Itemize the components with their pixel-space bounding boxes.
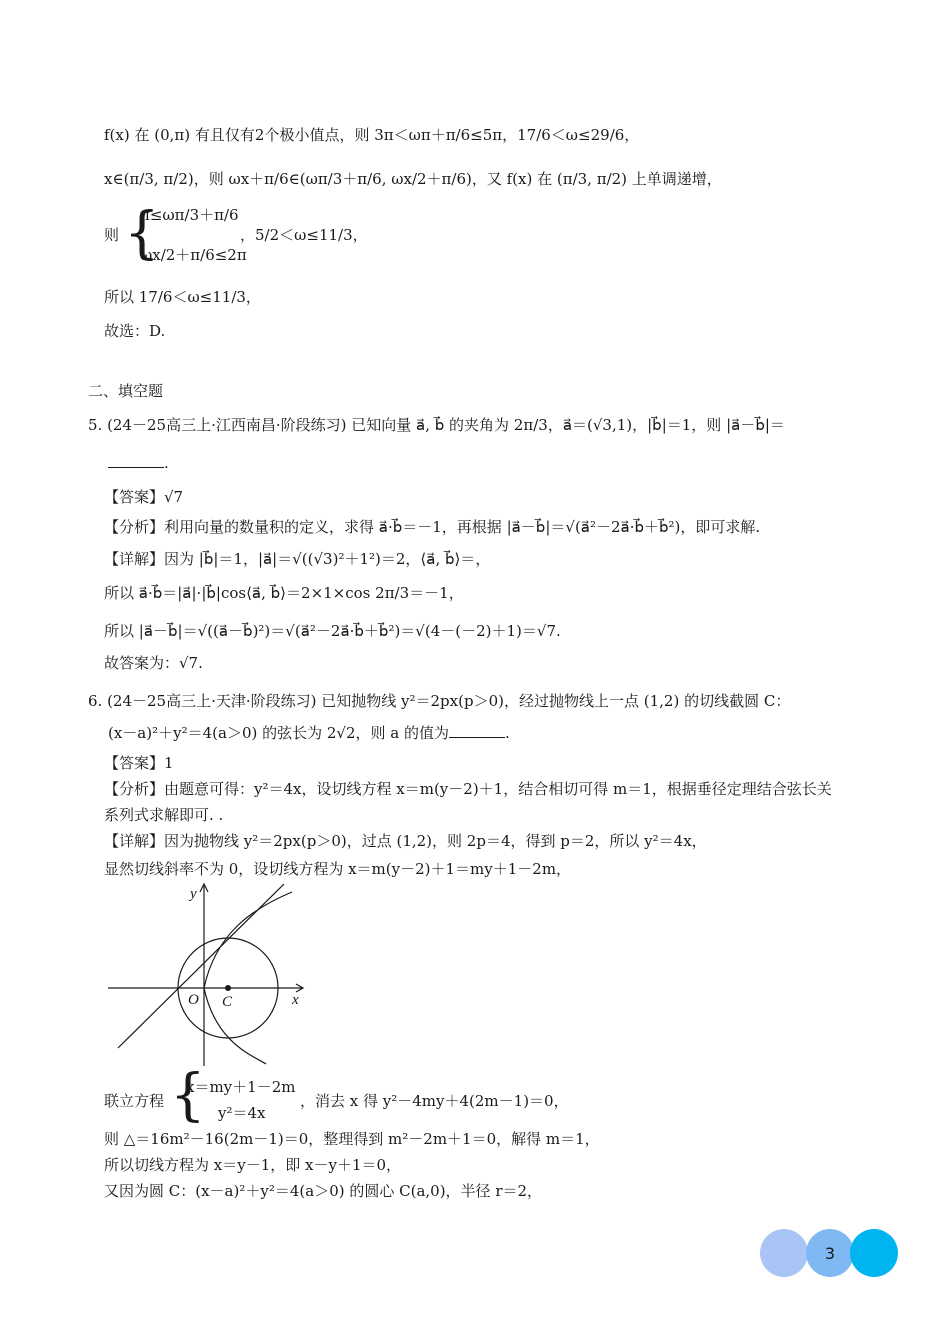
q6-analysis-line-2: 系列式求解即可. .: [104, 806, 224, 824]
q6-system-result: ，消去 x 得 y²－4my＋4(2m－1)＝0，: [300, 1092, 569, 1110]
q5-answer: 【答案】√7: [104, 488, 184, 506]
prev-solution-case-result: ，5/2＜ω≤11/3，: [240, 226, 368, 244]
q6-stem-line-2: [108, 722, 510, 744]
section-title: 二、填空题: [88, 382, 164, 400]
x-axis-label: x: [292, 992, 299, 1008]
q5-detail-line-2: 所以 a⃗·b⃗＝|a⃗|·|b⃗|cos⟨a⃗, b⃗⟩＝2×1×cos 2π/3＝－1，: [104, 584, 464, 602]
q6-figure: [104, 880, 314, 1070]
q6-system-label: 联立方程: [104, 1092, 165, 1110]
prev-solution-line-4: 所以 17/6＜ω≤11/3，: [104, 288, 261, 306]
prev-solution-case-1: π≤ωπ/3＋π/6: [140, 206, 239, 224]
q6-stem-line-1: 6. (24－25高三上·天津·阶段练习) 已知抛物线 y²＝2px(p＞0)，经过抛物线上一点 (1,2) 的切线截圆 C：: [88, 692, 791, 710]
q5-stem-tail: .: [164, 454, 169, 472]
system-brace: {: [170, 1063, 206, 1128]
q6-stem-tail: .: [505, 724, 510, 742]
center-label: C: [222, 994, 233, 1010]
q6-analysis-line-1: 【分析】由题意可得：y²＝4x，设切线方程 x＝m(y－2)＋1，结合相切可得 m＝1，根据垂径定理结合弦长关: [104, 780, 832, 798]
q6-detail-line-4: 所以切线方程为 x＝y－1，即 x－y＋1＝0，: [104, 1156, 402, 1174]
center-point: [225, 985, 231, 991]
q6-system-eq-2: y²＝4x: [218, 1104, 266, 1122]
tangent-line: [118, 884, 284, 1048]
prev-solution-then-label: 则: [104, 226, 120, 244]
prev-solution-line-1: f(x) 在 (0,π) 有且仅有2个极小值点，则 3π＜ωπ＋π/6≤5π，17/6＜ω≤29/6，: [104, 126, 640, 144]
badge-circle-light: [760, 1229, 808, 1277]
q6-detail-line-1: 【详解】因为抛物线 y²＝2px(p＞0)，过点 (1,2)，则 2p＝4，得到 p＝2，所以 y²＝4x，: [104, 832, 707, 850]
q6-answer-blank: [449, 723, 505, 738]
prev-solution-line-2: x∈(π/3, π/2)，则 ωx＋π/6∈(ωπ/3＋π/6, ωx/2＋π/6)，又 f(x) 在 (π/3, π/2) 上单调递增，: [104, 170, 722, 188]
q5-detail-line-1: 【详解】因为 |b⃗|＝1，|a⃗|＝√((√3)²＋1²)＝2，⟨a⃗, b⃗⟩＝，: [104, 550, 491, 568]
prev-solution-line-5: 故选：D.: [104, 322, 166, 340]
q6-answer: 【答案】1: [104, 754, 174, 772]
q6-stem-text: (x－a)²＋y²＝4(a＞0) 的弦长为 2√2，则 a 的值为: [108, 724, 450, 742]
q5-answer-blank: [108, 453, 164, 468]
left-brace: {: [124, 201, 160, 266]
badge-circle-dark: [850, 1229, 898, 1277]
page-number-badge: [760, 1228, 900, 1278]
q5-stem-line-1: 5. (24－25高三上·江西南昌·阶段练习) 已知向量 a⃗, b⃗ 的夹角为 2π/3，a⃗＝(√3,1)，|b⃗|＝1，则 |a⃗－b⃗|＝: [88, 416, 785, 434]
q5-stem-line-2: [108, 452, 169, 474]
q5-analysis: 【分析】利用向量的数量积的定义，求得 a⃗·b⃗＝－1，再根据 |a⃗－b⃗|＝√(a⃗²－2a⃗·b⃗＋b⃗²)，即可求解.: [104, 518, 761, 536]
q6-detail-line-2: 显然切线斜率不为 0，设切线方程为 x＝m(y－2)＋1＝my＋1－2m，: [104, 860, 572, 878]
parabola: [204, 892, 292, 1064]
q5-detail-line-3: 所以 |a⃗－b⃗|＝√((a⃗－b⃗)²)＝√(a⃗²－2a⃗·b⃗＋b⃗²)＝√(4－(－2)＋1)＝√7.: [104, 622, 561, 640]
page-number: 3: [824, 1244, 836, 1263]
q6-detail-line-3: 则 △＝16m²－16(2m－1)＝0，整理得到 m²－2m＋1＝0，解得 m＝1，: [104, 1130, 600, 1148]
origin-label: O: [188, 992, 199, 1008]
q6-detail-line-5: 又因为圆 C：(x－a)²＋y²＝4(a＞0) 的圆心 C(a,0)，半径 r＝2，: [104, 1182, 543, 1200]
q5-final-answer: 故答案为：√7.: [104, 654, 203, 672]
q6-system-eq-1: x＝my＋1－2m: [186, 1078, 296, 1096]
prev-solution-case-2: ωx/2＋π/6≤2π: [140, 246, 247, 264]
y-axis-label: y: [190, 886, 197, 902]
